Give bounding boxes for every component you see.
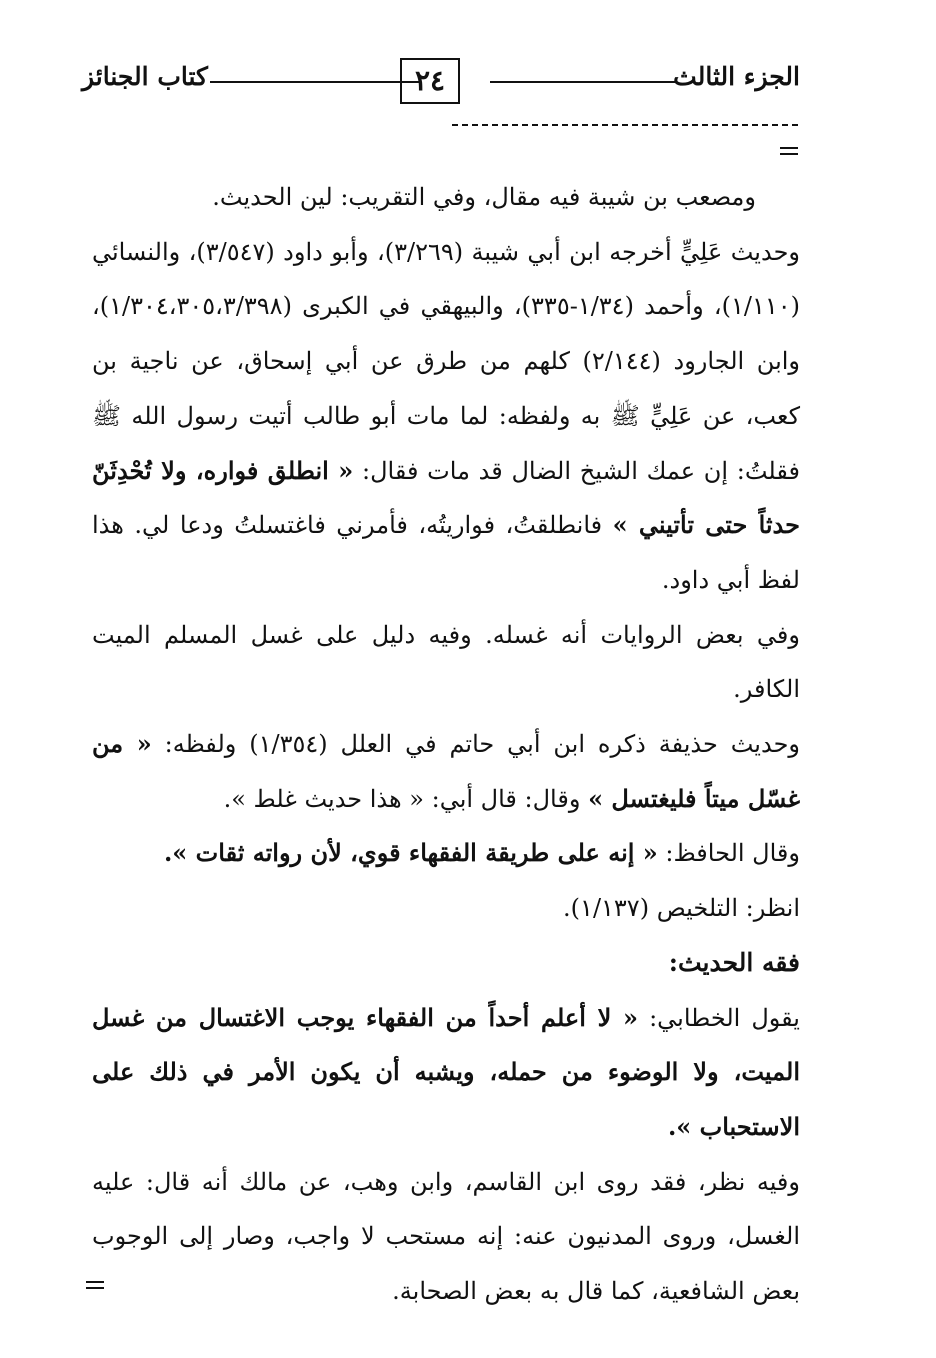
top-double-mark [780,147,798,155]
hadith-ali-quote: « انطلق فواره، ولا تُحْدِثَنّ حدثاً حتى تأتيني » [92,455,800,540]
page-body [92,170,800,1319]
header-rule-left [210,81,420,83]
hadith-hudhayfa-text: وحديث حذيفة ذكره ابن أبي حاتم في العلل (١/٣٥٤) ولفظه: [164,730,801,759]
paragraph-7 [92,991,800,1155]
hafiz-intro: وقال الحافظ: [665,839,800,868]
paragraph-5 [92,826,800,881]
running-header [82,52,800,110]
header-rule-right [490,81,676,83]
paragraph-2 [92,225,800,608]
book-title: كتاب الجنائز [82,62,208,91]
hadith-hudhayfa-quote: « من غسّل ميتاً فليغتسل » [92,729,800,813]
section-heading: فقه الحديث: [668,947,800,977]
volume-title: الجزء الثالث [673,62,800,91]
page-number-box: ٢٤ [400,58,460,104]
hadith-ali-end: فانطلقتُ، فواريتُه، فأمرني فاغتسلتُ ودعا لي. هذا لفظ أبي داود. [92,511,800,594]
paragraph-3: وفي بعض الروايات أنه غسله. وفيه دليل على غسل المسلم الميت الكافر. [92,620,800,704]
khattabi-intro: يقول الخطابي: [649,1003,800,1032]
paragraph-8: وفيه نظر، فقد روى ابن القاسم، وابن وهب، عن مالك أنه قال: عليه الغسل، وروى المدنيون عنه: إنه مستحب لا واجب، وصار إلى الوجوب بعض الشافعية، كما قال به بعض الصحابة. [92,1167,800,1306]
hadith-hudhayfa-end: وقال: قال أبي: « هذا حديث غلط ». [223,784,581,813]
paragraph-6: انظر: التلخيص (١/١٣٧). [563,894,800,923]
hafiz-quote: « إنه على طريقة الفقهاء قوي، لأن رواته ثقات ». [163,838,658,868]
khattabi-quote: « لا أعلم أحداً من الفقهاء يوجب الاغتسال من غسل الميت، ولا الوضوء من حمله، ويشبه أن يكون الأمر في ذلك على الاستحباب ». [92,1002,800,1141]
bottom-double-mark [86,1281,104,1289]
paragraph-4 [92,717,800,826]
footnote-separator [452,124,798,126]
paragraph-1: ومصعب بن شيبة فيه مقال، وفي التقريب: لين الحديث. [212,183,756,211]
hadith-ali-text: وحديث عَلِيٍّ أخرجه ابن أبي شيبة (٣/٢٦٩)، وأبو داود (٣/٥٤٧)، والنسائي (١/١١٠)، وأحمد (١/٣٤-٣٣٥)، والبيهقي في الكبرى (١/٣٠٤،٣٠٥،٣/٣٩٨)، وابن الجارود (٢/١٤٤) كلهم من طرق عن أبي إسحاق، عن ناجية بن كعب، عن عَلِيٍّ ﷺ به ولفظه: لما مات أبو طالب أتيت رسول الله ﷺ فقلتُ: إن عمك الشيخ الضال قد مات فقال: [92,237,801,485]
